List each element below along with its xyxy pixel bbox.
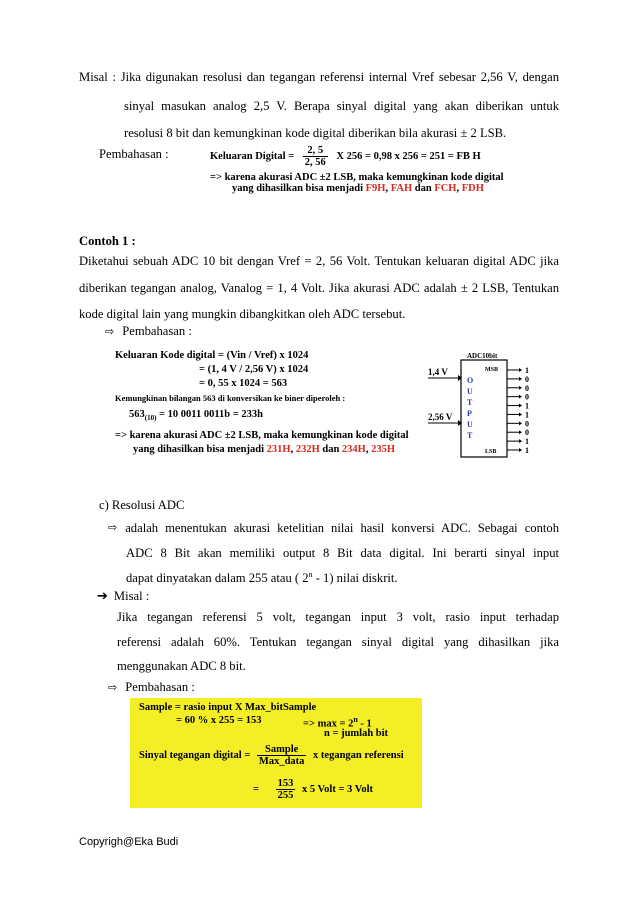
- fig2-line-7-text: yang dihasilkan bisa menjadi: [133, 444, 265, 456]
- misal-2-line-2: referensi adalah 60%. Tentukan tegangan sinyal digital yang dihasilkan jika: [117, 635, 559, 649]
- misal-1-line-1: Misal : Jika digunakan resolusi dan tegangan referensi internal Vref sebesar 2,56 V, dengan: [79, 70, 559, 84]
- resolusi-p1: adalah menentukan akurasi ketelitian nilai hasil konversi ADC. Sebagai contoh: [125, 521, 559, 535]
- solid-arrow-icon: ➔: [97, 589, 108, 604]
- code-f9h: F9H: [365, 183, 386, 194]
- contoh-1-line-1: Diketahui sebuah ADC 10 bit dengan Vref = 2, 56 Volt. Tentukan keluaran digital ADC jika: [79, 254, 559, 268]
- misal-1-line-2: sinyal masukan analog 2,5 V. Berapa sinyal digital yang akan diberikan untuk: [124, 99, 559, 113]
- figure-kode-digital: [115, 349, 425, 457]
- fig3-max-post: - 1: [357, 718, 372, 730]
- misal-2-line-1: Jika tegangan referensi 5 volt, tegangan input 3 volt, rasio input terhadap: [117, 610, 559, 624]
- contoh-1-line-2: diberikan tegangan analog, Vanalog = 1, 4 Volt. Jika akurasi ADC adalah ± 2 LSB, Tentukan: [79, 281, 559, 295]
- adc-msb: MSB: [485, 367, 499, 373]
- footer-copyright: Copyrigh@Eka Budi: [79, 836, 179, 848]
- adc-10bit-diagram: [425, 350, 535, 458]
- fig3-max-sup: n: [353, 715, 358, 724]
- adc-bit-arrow: [519, 430, 522, 434]
- fig2-line-6: => karena akurasi ADC ±2 LSB, maka kemungkinan kode digital: [115, 430, 409, 442]
- adc-bit-arrow: [519, 386, 522, 390]
- misal-2-line-3: menggunakan ADC 8 bit.: [117, 659, 246, 673]
- fig3-eq: =: [253, 784, 259, 795]
- code-232h: 232H: [295, 444, 320, 456]
- adc-bit-arrow: [519, 377, 522, 381]
- adc-bits: [507, 366, 529, 455]
- fig2-line-5: [129, 408, 425, 425]
- code-fah: FAH: [390, 183, 413, 194]
- adc-bit-arrow: [519, 404, 522, 408]
- adc-title: ADC10bit: [467, 352, 498, 360]
- fig1-note-2: yang dihasilkan bisa menjadi F9H, FAH dan FCH, FDH: [232, 183, 484, 194]
- fig2-base: (10): [144, 414, 157, 423]
- fig1-note-1: => karena akurasi ADC ±2 LSB, maka kemungkinan kode digital: [210, 172, 504, 183]
- code-235h: 235H: [371, 444, 396, 456]
- code-fch: FCH: [434, 183, 457, 194]
- adc-bit-arrow: [519, 412, 522, 416]
- misal-2-pembahasan: Pembahasan :: [125, 680, 195, 694]
- code-231h: 231H: [266, 444, 291, 456]
- adc-output-letter: U: [467, 387, 473, 396]
- misal-2-pembahasan-row: [108, 680, 195, 695]
- fig2-line-4: Kemungkinan bilangan 563 di konversikan ke biner diperoleh :: [115, 393, 346, 403]
- contoh-1-pembahasan: Pembahasan :: [122, 324, 192, 338]
- adc-output-letter: T: [467, 431, 473, 440]
- code-234h: 234H: [341, 444, 366, 456]
- hollow-arrow-icon: ⇨: [108, 681, 118, 694]
- adc-bit-value: 0: [525, 392, 529, 402]
- hollow-arrow-icon: ⇨: [105, 325, 115, 338]
- misal-1-pembahasan: Pembahasan :: [99, 147, 169, 161]
- misal-2-label: Misal :: [113, 589, 150, 603]
- fig3-num-sample: Sample: [257, 744, 307, 756]
- figure-keluaran-digital: [210, 145, 510, 194]
- fig3-n-def: n = jumlah bit: [324, 728, 389, 739]
- adc-bit-value: 0: [525, 383, 529, 393]
- fig3-line-5: [253, 778, 373, 801]
- fig2-dan: dan: [322, 444, 340, 456]
- adc-bit-value: 0: [525, 428, 529, 438]
- fig3-label: Sinyal tegangan digital =: [139, 750, 251, 761]
- adc-bit-value: 1: [525, 410, 529, 420]
- fig1-fraction: [303, 145, 328, 168]
- adc-output-letter: U: [467, 420, 473, 429]
- adc-input-2: 2,56 V: [428, 412, 453, 422]
- adc-bit-arrow: [519, 368, 522, 372]
- fig3-max-pre: => max = 2: [303, 718, 354, 730]
- adc-bit-value: 1: [525, 446, 529, 455]
- contoh-1-line-3: kode digital lain yang mungkin dibangkitkan oleh ADC tersebut.: [79, 307, 406, 321]
- adc-output-letter: T: [467, 398, 473, 407]
- adc-bit-value: 0: [525, 419, 529, 429]
- fig2-line-3: = 0, 55 x 1024 = 563: [199, 378, 288, 389]
- hollow-arrow-icon: ⇨: [108, 521, 118, 534]
- fig3-line-4-rest: x tegangan referensi: [313, 750, 404, 761]
- fig1-label: Keluaran Digital =: [210, 150, 295, 162]
- fig2-line-7: yang dihasilkan bisa menjadi 231H, 232H dan 234H, 235H: [133, 444, 396, 456]
- adc-lsb: LSB: [485, 449, 497, 455]
- resolusi-heading: c) Resolusi ADC: [99, 498, 185, 512]
- adc-bit-arrow: [519, 421, 522, 425]
- resolusi-p3: [126, 570, 398, 586]
- adc-input-1: 1,4 V: [428, 367, 448, 377]
- resolusi-p3-sup: n: [308, 570, 313, 579]
- adc-bit-value: 1: [525, 437, 529, 447]
- fig3-den-maxdata: Max_data: [258, 756, 305, 767]
- adc-bit-value: 0: [525, 374, 529, 384]
- contoh-1-pembahasan-row: [105, 324, 192, 339]
- fig3-line-4: [139, 744, 404, 767]
- fig3-line-2: = 60 % x 255 = 153: [176, 715, 262, 726]
- resolusi-p3-b: - 1) nilai diskrit.: [312, 571, 398, 586]
- resolusi-p2: ADC 8 Bit akan memiliki output 8 Bit data digital. Ini berarti sinyal input: [126, 546, 559, 560]
- adc-bit-value: 1: [525, 366, 529, 375]
- resolusi-p3-a: dapat dinyatakan dalam 255 atau ( 2: [126, 571, 309, 586]
- fig2-binary: = 10 0011 0011b = 233h: [156, 409, 263, 420]
- code-fdh: FDH: [461, 183, 484, 194]
- fig1-dan: dan: [414, 183, 432, 194]
- fig3-line-5-rest: x 5 Volt = 3 Volt: [301, 784, 374, 795]
- adc-bit-arrow: [519, 439, 522, 443]
- fig1-numerator: 2, 5: [303, 145, 328, 157]
- fig1-note-2-text: yang dihasilkan bisa menjadi: [232, 183, 364, 194]
- fig2-563: 563: [129, 409, 145, 420]
- resolusi-p1-row: [108, 521, 559, 536]
- fig3-num-153: 153: [277, 778, 294, 789]
- contoh-1-title: Contoh 1 :: [79, 234, 136, 248]
- fig2-line-2: = (1, 4 V / 2,56 V) x 1024: [199, 364, 309, 375]
- fig3-den-255: 255: [277, 790, 294, 801]
- adc-bit-arrow: [519, 448, 522, 452]
- fig3-line-1: Sample = rasio input X Max_bitSample: [139, 702, 317, 713]
- misal-2-row: [97, 589, 149, 604]
- fig1-result: X 256 = 0,98 x 256 = 251 = FB H: [336, 150, 481, 162]
- fig1-denominator: 2, 56: [304, 157, 326, 168]
- misal-1-line-3: resolusi 8 bit dan kemungkinan kode digital diberikan bila akurasi ± 2 LSB.: [124, 126, 507, 140]
- adc-bit-value: 1: [525, 401, 529, 411]
- fig2-line-1: Keluaran Kode digital = (Vin / Vref) x 1024: [115, 350, 309, 361]
- fig3-fraction-1: [257, 744, 307, 767]
- adc-output-letter: O: [467, 376, 474, 385]
- adc-bit-arrow: [519, 395, 522, 399]
- adc-output-letter: P: [467, 409, 472, 418]
- figure-sample-calculation: [130, 698, 422, 808]
- fig3-fraction-2: [276, 778, 296, 801]
